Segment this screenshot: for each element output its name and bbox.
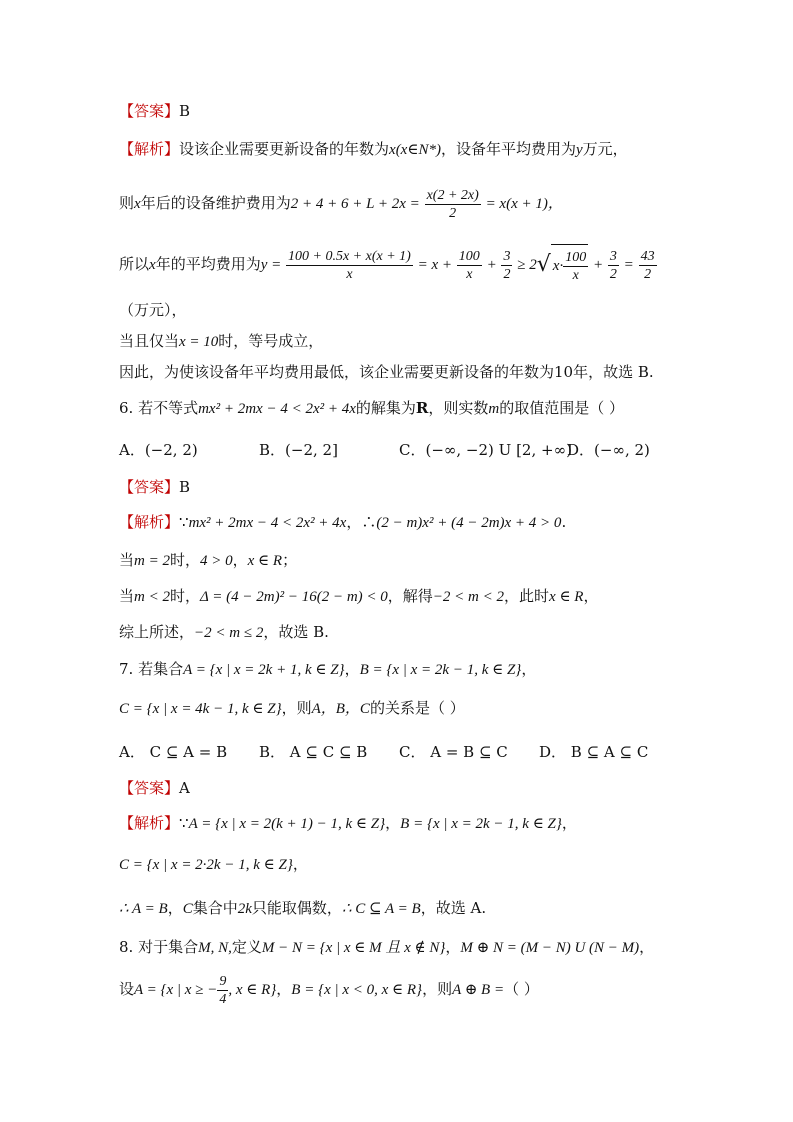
text: 万元，: [582, 140, 628, 158]
math: mx² + 2mx − 4 < 2x² + 4x: [188, 515, 347, 531]
text: .: [561, 513, 567, 531]
math: m: [488, 401, 500, 417]
q8-stem-line1: [119, 937, 654, 958]
answer-value: A: [179, 779, 190, 797]
text: ，故选 B.: [263, 623, 329, 641]
q6-options: [119, 440, 650, 460]
text: ，解得: [387, 587, 433, 605]
denominator: 2: [449, 205, 457, 221]
math: , x ∈ R}: [228, 982, 277, 998]
math: ∴ A = B: [119, 901, 168, 917]
math: +: [592, 257, 604, 273]
math: B = {x | x = 2k − 1, k ∈ Z}: [359, 662, 522, 678]
numerator: 43: [640, 248, 655, 264]
q6-analysis-line1: [119, 512, 566, 533]
option-a[interactable]: A． C ⊆ A = B: [119, 743, 228, 761]
option-d[interactable]: D． B ⊆ A ⊆ C: [539, 743, 649, 761]
text: 时，: [169, 587, 200, 605]
text: 的解集为: [355, 399, 416, 417]
text: 定义: [231, 938, 262, 956]
q5-analysis-line1: [119, 139, 628, 160]
denominator: 2: [644, 266, 652, 282]
text: 当: [119, 551, 135, 569]
text: ，则: [281, 699, 312, 717]
text: 则: [119, 194, 135, 212]
text: ，此时: [504, 587, 550, 605]
answer-tag: 【答案】: [119, 779, 180, 797]
option-a[interactable]: A．(−2, 2): [119, 441, 198, 459]
text: ，: [639, 938, 655, 956]
q5-analysis-line6: [119, 362, 654, 382]
math: = x +: [417, 257, 453, 273]
math: C: [182, 901, 193, 917]
text: 设该企业需要更新设备的年数为: [179, 140, 390, 158]
numerator: x(2 + 2x): [426, 187, 479, 203]
math: −2 < m < 2: [432, 589, 505, 605]
text: ，: [232, 551, 248, 569]
text: 所以: [119, 255, 150, 273]
math: A，B，C: [311, 701, 370, 717]
math: x = 10: [179, 334, 219, 350]
math: B = {x | x = 2k − 1, k ∈ Z}: [400, 816, 562, 832]
math: M, N,: [198, 940, 232, 956]
q6-stem: [119, 398, 624, 419]
text: ∵: [179, 814, 189, 832]
math: mx² + 2mx − 4 < 2x² + 4x: [198, 401, 356, 417]
text: 当: [119, 587, 135, 605]
answer-value: B: [179, 102, 191, 120]
analysis-tag: 【解析】: [119, 814, 180, 832]
math: = x(x + 1)，: [485, 196, 563, 212]
answer-tag: 【答案】: [119, 478, 180, 496]
q5-answer-line: [119, 101, 190, 121]
answer-tag: 【答案】: [119, 102, 180, 120]
q6-analysis-line2: [119, 550, 297, 571]
fraction: [639, 248, 657, 283]
math: (2 − m)x² + (4 − 2m)x + 4 > 0: [376, 515, 562, 531]
analysis-tag: 【解析】: [119, 513, 180, 531]
math: A ⊕ B =: [452, 982, 505, 998]
math: 2 + 4 + 6 + L + 2x =: [290, 196, 420, 212]
denominator: x: [346, 266, 353, 282]
denominator: x: [466, 266, 473, 282]
text: 年的平均费用为: [155, 255, 261, 273]
math: x(x∈N*): [389, 142, 441, 158]
text: ，则实数: [428, 399, 489, 417]
numerator: 9: [219, 973, 227, 989]
math: x ∈ R: [247, 553, 283, 569]
analysis-tag: 【解析】: [119, 140, 180, 158]
answer-value: B: [179, 478, 191, 496]
text: 当且仅当: [119, 332, 180, 350]
math: m < 2: [134, 589, 170, 605]
text: ，: [583, 587, 599, 605]
fraction: [501, 248, 512, 283]
math: +: [486, 257, 497, 273]
text: ，: [445, 938, 461, 956]
q7-analysis-line3: [119, 898, 486, 919]
text: ，: [292, 855, 308, 873]
math: x: [149, 257, 156, 273]
text: 综上所述，: [119, 623, 195, 641]
text: 的关系是（ ）: [369, 699, 465, 717]
text: 集合中: [192, 899, 238, 917]
math: A = {x | x = 2k + 1, k ∈ Z}: [183, 662, 345, 678]
option-c[interactable]: C． A = B ⊆ C: [399, 743, 508, 761]
math: m = 2: [134, 553, 170, 569]
math: ∴ C ⊆ A = B: [341, 901, 421, 917]
text: ，设备年平均费用为: [440, 140, 576, 158]
text: ，: [385, 814, 401, 832]
q7-analysis-line2: [119, 854, 308, 875]
math: C = {x | x = 2·2k − 1, k ∈ Z}: [119, 857, 293, 873]
text: ，: [167, 899, 183, 917]
q7-options: [119, 742, 648, 762]
text: 6. 若不等式: [119, 399, 199, 417]
text: ，: [521, 660, 537, 678]
fraction: [286, 248, 413, 283]
text: 7. 若集合: [119, 660, 184, 678]
fraction: [608, 248, 619, 283]
math: x ∈ R: [549, 589, 584, 605]
denominator: 2: [503, 266, 511, 282]
option-b[interactable]: B．(−2, 2]: [259, 441, 338, 459]
text: 时，: [169, 551, 200, 569]
fraction: [563, 249, 588, 284]
math: −2 < m ≤ 2: [194, 625, 264, 641]
text: 设: [119, 980, 135, 998]
text: ，: [276, 980, 292, 998]
denominator: 4: [219, 991, 227, 1007]
math: =: [623, 257, 634, 273]
sqrt-content: [551, 244, 588, 286]
option-b[interactable]: B． A ⊆ C ⊆ B: [259, 743, 368, 761]
q7-stem-line2: [119, 698, 465, 719]
numerator: 3: [503, 248, 511, 264]
text: ，: [561, 814, 577, 832]
q6-answer-line: [119, 477, 190, 497]
math: Δ = (4 − 2m)² − 16(2 − m) < 0: [200, 589, 388, 605]
q6-analysis-line3: [119, 586, 598, 607]
math: 2k: [237, 901, 252, 917]
q7-analysis-line1: [119, 813, 577, 834]
q5-analysis-line2: [119, 184, 563, 223]
q7-stem-line1: [119, 659, 536, 680]
math: y =: [260, 257, 282, 273]
denominator: 2: [609, 266, 617, 282]
text: ，则: [422, 980, 453, 998]
q5-analysis-line4: [119, 300, 187, 320]
option-c[interactable]: C．(−∞, −2) U [2, +∞): [399, 441, 572, 459]
numerator: 100: [565, 249, 587, 265]
text: ；: [282, 551, 298, 569]
option-d[interactable]: D．(−∞, 2): [567, 441, 650, 459]
q5-analysis-line5: [119, 331, 323, 352]
denominator: x: [572, 267, 579, 283]
math: x·: [552, 258, 564, 274]
text: ，故选 A.: [420, 899, 487, 917]
text: 只能取偶数，: [251, 899, 342, 917]
numerator: 100 + 0.5x + x(x + 1): [288, 248, 411, 264]
math: M ⊕ N = (M − N) U (N − M): [460, 940, 640, 956]
fraction: [457, 248, 482, 283]
q7-answer-line: [119, 778, 190, 798]
math: M − N = {x | x ∈ M 且 x ∉ N}: [261, 940, 446, 956]
fraction: [217, 973, 228, 1008]
math: A = {x | x ≥ −: [134, 982, 218, 998]
math: ≥ 2: [517, 257, 537, 273]
text: ∵: [179, 513, 189, 531]
math: A = {x | x = 2(k + 1) − 1, k ∈ Z}: [188, 816, 386, 832]
fraction: [425, 187, 481, 222]
text: ，: [344, 660, 360, 678]
numerator: 3: [609, 248, 617, 264]
math: x: [134, 196, 141, 212]
q6-analysis-line4: [119, 622, 329, 643]
math: C = {x | x = 4k − 1, k ∈ Z}: [119, 701, 282, 717]
text: 因此，为使该设备年平均费用最低，该企业需要更新设备的年数为10年，故选 B.: [119, 363, 654, 381]
text: （ ）: [504, 980, 539, 998]
q8-stem-line2: [119, 970, 539, 1009]
text: ，∴: [346, 513, 377, 531]
radical-sign: √: [536, 252, 551, 277]
math: R: [415, 399, 429, 417]
q5-analysis-line3: [119, 244, 657, 286]
text: （万元），: [119, 301, 187, 319]
numerator: 100: [458, 248, 480, 264]
math: B = {x | x < 0, x ∈ R}: [291, 982, 423, 998]
text: 8. 对于集合: [119, 938, 199, 956]
text: 时，等号成立，: [218, 332, 324, 350]
math: 4 > 0: [200, 553, 233, 569]
text: 年后的设备维护费用为: [140, 194, 291, 212]
text: 的取值范围是（ ）: [499, 399, 624, 417]
math: y: [575, 142, 583, 158]
